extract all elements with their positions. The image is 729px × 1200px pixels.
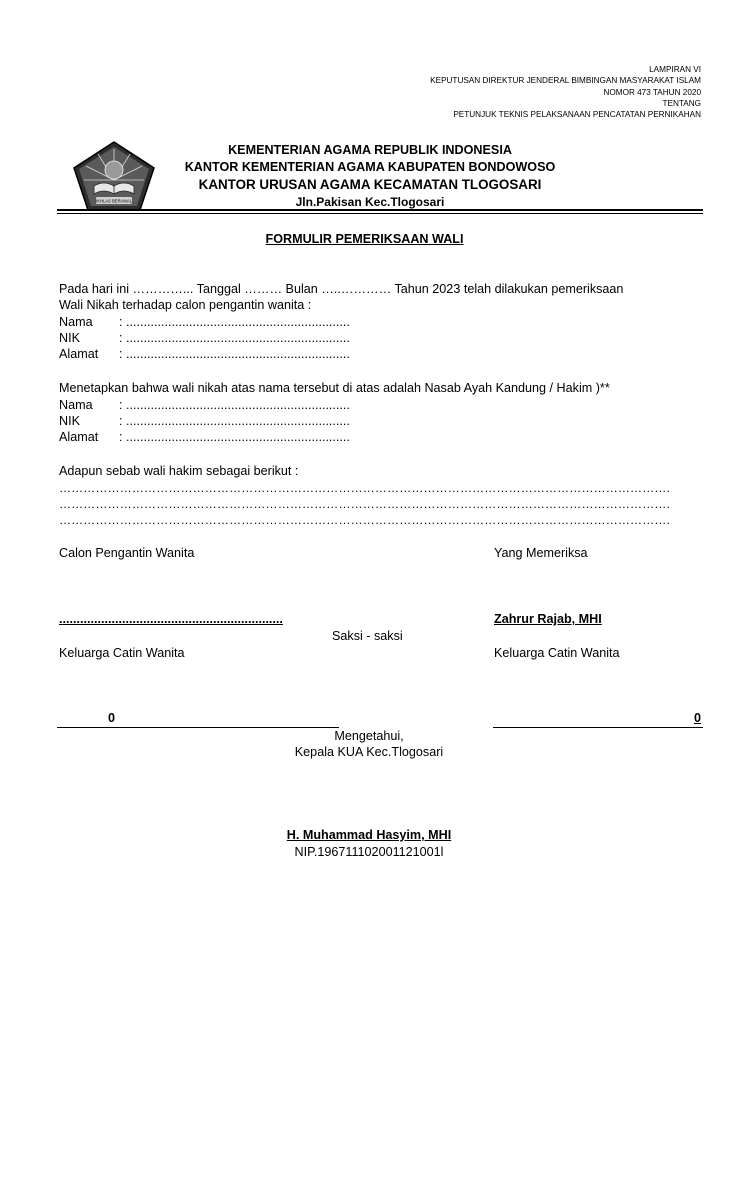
bride-address-row	[59, 347, 350, 361]
field-value: : ................................................................	[119, 398, 350, 412]
bride-signature-name: ................................................................	[59, 612, 283, 626]
appendix-line: PETUNJUK TEKNIS PELAKSANAAN PENCATATAN PERNIKAHAN	[453, 110, 701, 120]
ministry-name: KEMENTERIAN AGAMA REPUBLIK INDONESIA	[228, 143, 512, 157]
field-label: Nama	[59, 315, 93, 329]
form-title: FORMULIR PEMERIKSAAN WALI	[265, 232, 464, 246]
acknowledged-label: Mengetahui,	[334, 729, 404, 743]
field-label: NIK	[59, 414, 80, 428]
guardian-nik-row	[59, 414, 350, 428]
appendix-line: KEPUTUSAN DIREKTUR JENDERAL BIMBINGAN MASYARAKAT ISLAM	[430, 76, 701, 86]
letterhead-rule-thin	[57, 213, 703, 214]
kua-office: KANTOR URUSAN AGAMA KECAMATAN TLOGOSARI	[198, 177, 542, 192]
field-label: NIK	[59, 331, 80, 345]
reason-line: …………………………………………………………………………………………………………………………………….	[59, 481, 670, 495]
field-value: : ................................................................	[119, 315, 350, 329]
kua-head-name: H. Muhammad Hasyim, MHI	[286, 828, 452, 842]
appendix-line: NOMOR 473 TAHUN 2020	[603, 87, 701, 97]
witness-left-signature-line	[57, 727, 339, 728]
appendix-reference	[430, 64, 701, 120]
examiner-signature-title: Yang Memeriksa	[494, 546, 588, 560]
guardian-address-row	[59, 430, 350, 444]
intro-line: Pada hari ini …………... Tanggal ……… Bulan …..………… Tahun 2023 telah dilakukan pemeriksaan	[59, 282, 624, 296]
reason-label: Adapun sebab wali hakim sebagai berikut :	[59, 464, 299, 478]
bride-name-row	[59, 315, 350, 329]
field-value: : ................................................................	[119, 430, 350, 444]
guardian-name-row	[59, 398, 350, 412]
regency-office: KANTOR KEMENTERIAN AGAMA KABUPATEN BONDOWOSO	[184, 160, 556, 174]
witness-right-signature-line	[493, 727, 703, 728]
appendix-line: LAMPIRAN VI	[649, 65, 701, 74]
field-label: Alamat	[59, 347, 99, 361]
intro-line: Wali Nikah terhadap calon pengantin wanita :	[59, 298, 312, 312]
logo-text: IKHLAS BERAMAL	[95, 198, 133, 204]
appendix-line: TENTANG	[662, 98, 701, 108]
bride-nik-row	[59, 331, 350, 345]
family-right-title: Keluarga Catin Wanita	[494, 646, 620, 660]
field-value: : ................................................................	[119, 331, 350, 345]
witness-right-value: 0	[694, 711, 702, 725]
field-label: Alamat	[59, 430, 99, 444]
kua-head-nip: NIP.196711102001121001l	[294, 845, 444, 859]
guardian-statement: Menetapkan bahwa wali nikah atas nama tersebut di atas adalah Nasab Ayah Kandung / Hakim )**	[59, 381, 610, 395]
bride-signature-title: Calon Pengantin Wanita	[59, 546, 195, 560]
letterhead-rule-thick	[57, 209, 703, 211]
witnesses-title: Saksi - saksi	[332, 629, 403, 643]
examiner-signature-name: Zahrur Rajab, MHI	[494, 612, 602, 626]
witness-left-value: 0	[108, 711, 116, 725]
reason-line: …………………………………………………………………………………………………………………………………….	[59, 513, 670, 527]
field-value: : ................................................................	[119, 414, 350, 428]
office-address: Jln.Pakisan Kec.Tlogosari	[295, 195, 445, 209]
field-value: : ................................................................	[119, 347, 350, 361]
reason-line: …………………………………………………………………………………………………………………………………….	[59, 497, 670, 511]
kua-head-title: Kepala KUA Kec.Tlogosari	[294, 745, 444, 759]
family-left-title: Keluarga Catin Wanita	[59, 646, 185, 660]
field-label: Nama	[59, 398, 93, 412]
